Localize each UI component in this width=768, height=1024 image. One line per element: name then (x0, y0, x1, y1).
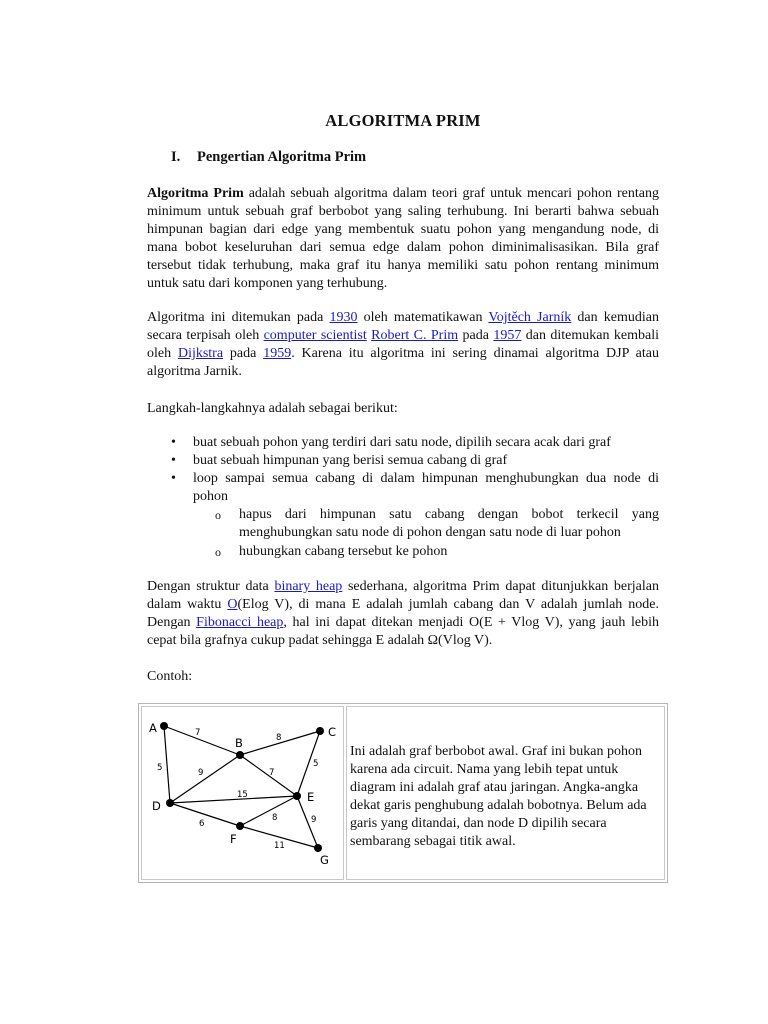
text: dan ditemukan kembali oleh (147, 328, 659, 362)
edge-d-f (170, 803, 240, 826)
description-text: Ini adalah graf berbobot awal. Graf ini bukan pohon karena ada circuit. Nama yang lebih tepat untuk diagram ini adalah graf atau jaringan. Angka-angka dekat garis penghubung adalah bobotnya. Belum ada garis yang ditandai, dan node D dipilih secara sembarang sebagai titik awal. (350, 744, 647, 850)
page-title: ALGORITMA PRIM (325, 111, 481, 130)
weight-label: 7 (195, 728, 201, 738)
node-a (160, 722, 168, 730)
link-1957[interactable]: 1957 (493, 328, 522, 344)
paragraph-complexity (147, 578, 659, 650)
link-robert-prim[interactable]: Robert C. Prim (371, 328, 459, 344)
graph-cell (141, 706, 344, 880)
edge-d-e (170, 796, 297, 803)
weight-label: 6 (199, 819, 205, 829)
section-number: I. (171, 149, 181, 165)
node-label-c: C (328, 725, 337, 739)
example-table (138, 703, 668, 883)
text: . Karena itu algoritma ini sering dinamai algoritma DJP atau algoritma Jarnik. (147, 346, 659, 380)
weight-label: 5 (157, 763, 163, 773)
node-e (293, 792, 301, 800)
term-bold: Algoritma Prim (147, 186, 244, 201)
weight-label: 11 (274, 841, 285, 851)
definition-text: adalah sebuah algoritma dalam teori graf untuk mencari pohon rentang minimum untuk sebuah graf berbobot yang saling terhubung. Ini berarti bahwa sebuah himpunan bagian dari edge yang membentuk suatu pohon yang mengandung node, di mana bobot keseluruhan dari semua edge dalam pohon diminimalisasikan. Bila graf tersebut tidak terhubung, maka graf itu hanya memiliki satu pohon rentang minimum untuk satu dari komponen yang terhubung. (147, 186, 659, 292)
paragraph-example-label: Contoh: (147, 669, 193, 684)
node-f (236, 822, 244, 830)
text: pada (458, 328, 494, 344)
weight-label: 15 (237, 790, 248, 800)
weight-label: 9 (311, 815, 317, 825)
node-d (166, 799, 174, 807)
edge-a-b (164, 726, 240, 755)
steps-list (147, 434, 659, 561)
weight-label: 8 (276, 733, 282, 743)
paragraph-steps-intro: Langkah-langkahnya adalah sebagai berikut: (147, 401, 398, 416)
list-item: • buat sebuah himpunan yang berisi semua cabang di graf (147, 452, 659, 470)
list-item: o hapus dari himpunan satu cabang dengan bobot terkecil yang menghubungkan satu node di pohon dengan satu node di luar pohon (193, 506, 659, 542)
link-big-o[interactable]: O (227, 597, 238, 613)
description-cell (346, 706, 665, 880)
paragraph-history (147, 309, 659, 381)
link-dijkstra[interactable]: Dijkstra (177, 346, 224, 362)
node-label-a: A (149, 721, 157, 735)
weight-label: 5 (313, 759, 319, 769)
link-computer-scientist[interactable]: computer scientist (263, 328, 367, 344)
link-1930[interactable]: 1930 (329, 310, 358, 325)
node-c (316, 727, 324, 735)
node-g (314, 844, 322, 852)
node-label-b: B (235, 736, 243, 750)
text: dan kemudian secara terpisah oleh (147, 310, 660, 344)
weight-label: 7 (269, 768, 275, 778)
list-item: • buat sebuah pohon yang terdiri dari satu node, dipilih secara acak dari graf (147, 434, 659, 452)
substeps-list (193, 506, 659, 560)
section-heading (171, 149, 366, 166)
section-heading-text: Pengertian Algoritma Prim (197, 149, 367, 165)
node-label-f: F (230, 832, 237, 846)
edge-a-d (164, 726, 170, 803)
text: Dengan struktur data (147, 579, 275, 594)
weight-label: 8 (272, 813, 278, 823)
text: pada (223, 346, 264, 362)
list-item: o hubungkan cabang tersebut ke pohon (193, 543, 659, 561)
text: sederhana, algoritma Prim dapat ditunjukkan berjalan dalam waktu (147, 579, 659, 613)
text: Algoritma ini ditemukan pada (147, 310, 330, 325)
edge-b-d (170, 755, 240, 803)
weight-label: 9 (198, 768, 204, 778)
graph-diagram (142, 707, 343, 879)
node-label-g: G (320, 853, 329, 867)
text: oleh matematikawan (357, 310, 489, 325)
link-binary-heap[interactable]: binary heap (274, 579, 343, 594)
link-fibonacci-heap[interactable]: Fibonacci heap (196, 615, 284, 631)
list-item (147, 470, 659, 560)
list-item-text: loop sampai semua cabang di dalam himpunan menghubungkan dua node di pohon (193, 471, 659, 505)
text: (Elog V), di mana E adalah jumlah cabang dan V adalah jumlah node. Dengan (147, 597, 659, 631)
link-vojtech-jarnik[interactable]: Vojtěch Jarník (488, 310, 572, 325)
node-b (236, 751, 244, 759)
link-1959[interactable]: 1959 (263, 346, 292, 362)
edge-e-f (240, 796, 297, 826)
paragraph-definition (147, 185, 659, 294)
node-label-e: E (307, 790, 315, 804)
text: , hal ini dapat ditekan menjadi O(E + Vlog V), yang jauh lebih cepat bila grafnya cukup padat sehingga E adalah Ω(Vlog V). (147, 615, 659, 649)
node-label-d: D (152, 799, 161, 813)
